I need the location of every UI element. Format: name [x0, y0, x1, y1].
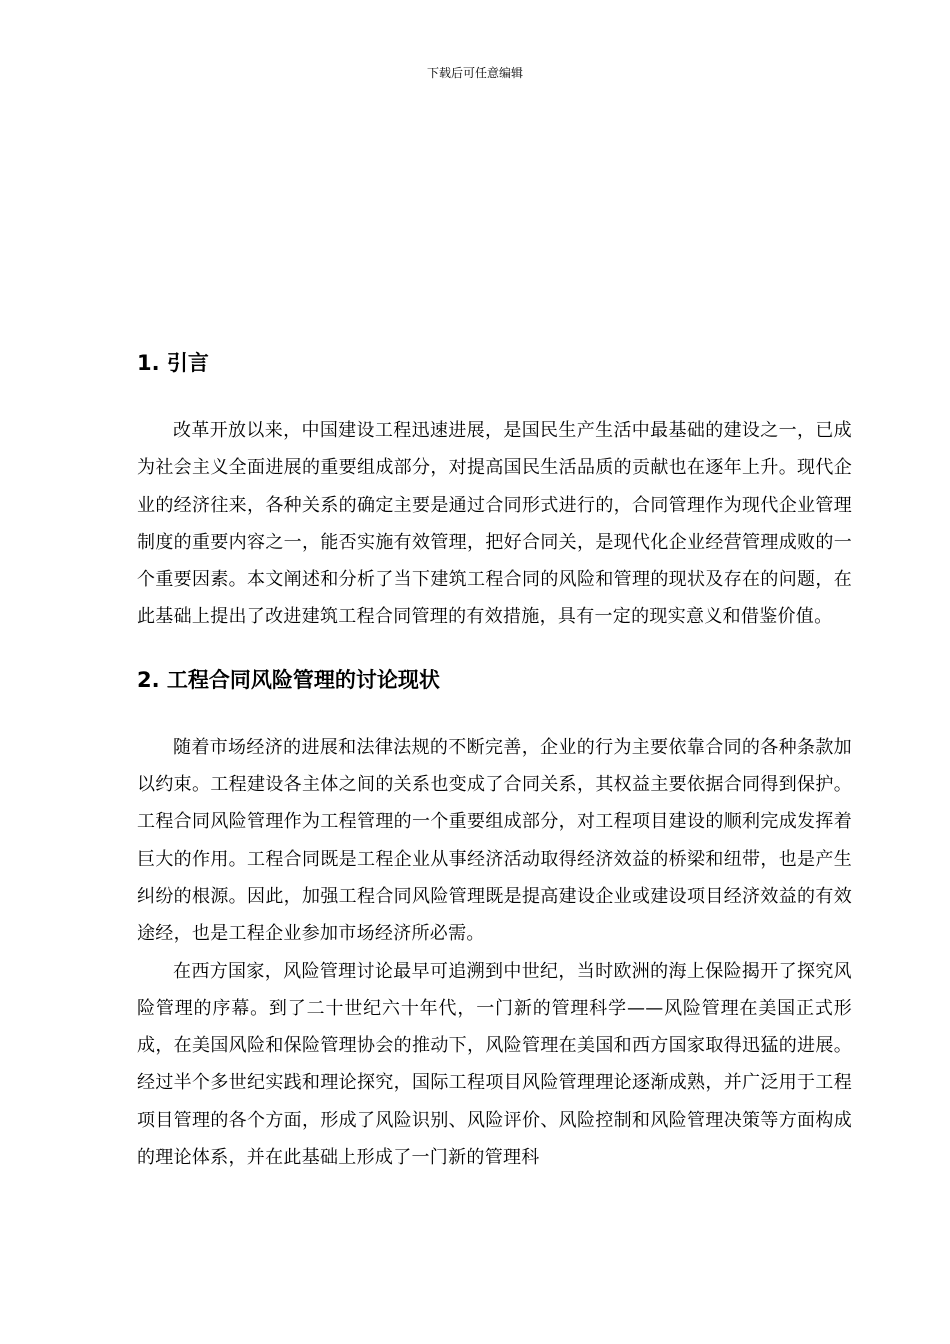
document-body [137, 340, 852, 1176]
paragraph-risk-research-1: 随着市场经济的进展和法律法规的不断完善，企业的行为主要依靠合同的各种条款加以约束。工程建设各主体之间的关系也变成了合同关系，其权益主要依据合同得到保护。工程合同风险管理作为工程管理的一个重要组成部分，对工程项目建设的顺利完成发挥着巨大的作用。工程合同既是工程企业从事经济活动取得经济效益的桥梁和纽带，也是产生纠纷的根源。因此，加强工程合同风险管理既是提高建设企业或建设项目经济效益的有效途经，也是工程企业参加市场经济所必需。 [137, 736, 852, 945]
page-header-note: 下载后可任意编辑 [426, 66, 523, 80]
section-heading-introduction: 1. 引言 [137, 351, 209, 375]
section-heading-risk-research: 2. 工程合同风险管理的讨论现状 [137, 667, 440, 692]
paragraph-risk-research-2: 在西方国家，风险管理讨论最早可追溯到中世纪，当时欧洲的海上保险揭开了探究风险管理的序幕。到了二十世纪六十年代，一门新的管理科学——风险管理在美国正式形成，在美国风险和保险管理协会的推动下，风险管理在美国和西方国家取得迅猛的进展。经过半个多世纪实践和理论探究，国际工程项目风险管理理论逐渐成熟，并广泛用于工程项目管理的各个方面，形成了风险识别、风险评价、风险控制和风险管理决策等方面构成的理论体系，并在此基础上形成了一门新的管理科 [137, 960, 852, 1169]
paragraph-introduction: 改革开放以来，中国建设工程迅速进展，是国民生产生活中最基础的建设之一，已成为社会主义全面进展的重要组成部分，对提高国民生活品质的贡献也在逐年上升。现代企业的经济往来，各种关系的确定主要是通过合同形式进行的，合同管理作为现代企业管理制度的重要内容之一，能否实施有效管理，把好合同关，是现代化企业经营管理成败的一个重要因素。本文阐述和分析了当下建筑工程合同的风险和管理的现状及存在的问题，在此基础上提出了改进建筑工程合同管理的有效措施，具有一定的现实意义和借鉴价值。 [137, 420, 852, 628]
